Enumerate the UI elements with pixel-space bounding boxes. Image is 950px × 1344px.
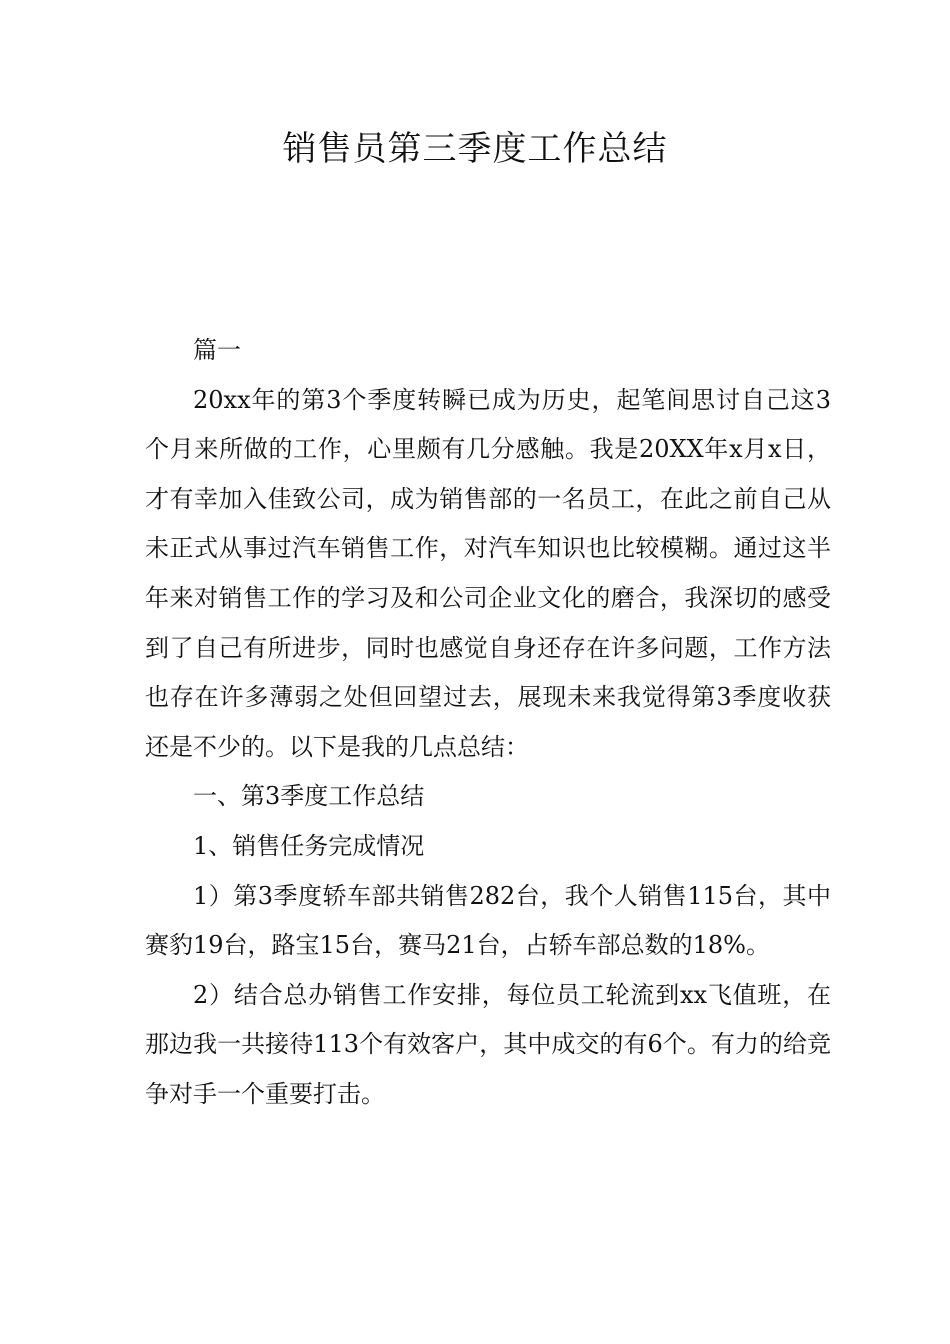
paragraph-item-1: 1）第3季度轿车部共销售282台，我个人销售115台，其中赛豹19台，路宝15台，赛马21台，占轿车部总数的18%。: [145, 881, 831, 960]
document-title: 销售员第三季度工作总结: [282, 129, 668, 169]
paragraph-section-label: 篇一: [193, 336, 241, 364]
paragraph-heading-1: 一、第3季度工作总结: [193, 782, 425, 811]
document-body: [145, 326, 831, 1120]
paragraph-subheading-1: 1、销售任务完成情况: [193, 831, 425, 860]
paragraph-item-2: 2）结合总办销售工作安排，每位员工轮流到xx飞值班，在那边我一共接待113个有效客户，其中成交的有6个。有力的给竞争对手一个重要打击。: [145, 980, 831, 1108]
paragraph-intro: 20xx年的第3个季度转瞬已成为历史，起笔间思讨自己这3个月来所做的工作，心里颇有几分感触。我是20XX年x月x日，才有幸加入佳致公司，成为销售部的一名员工，在此之前自己从未正式从事过汽车销售工作，对汽车知识也比较模糊。通过这半年来对销售工作的学习及和公司企业文化的磨合，我深切的感受到了自己有所进步，同时也感觉自身还存在许多问题，工作方法也存在许多薄弱之处但回望过去，展现未来我觉得第3季度收获还是不少的。以下是我的几点总结：: [145, 385, 831, 761]
